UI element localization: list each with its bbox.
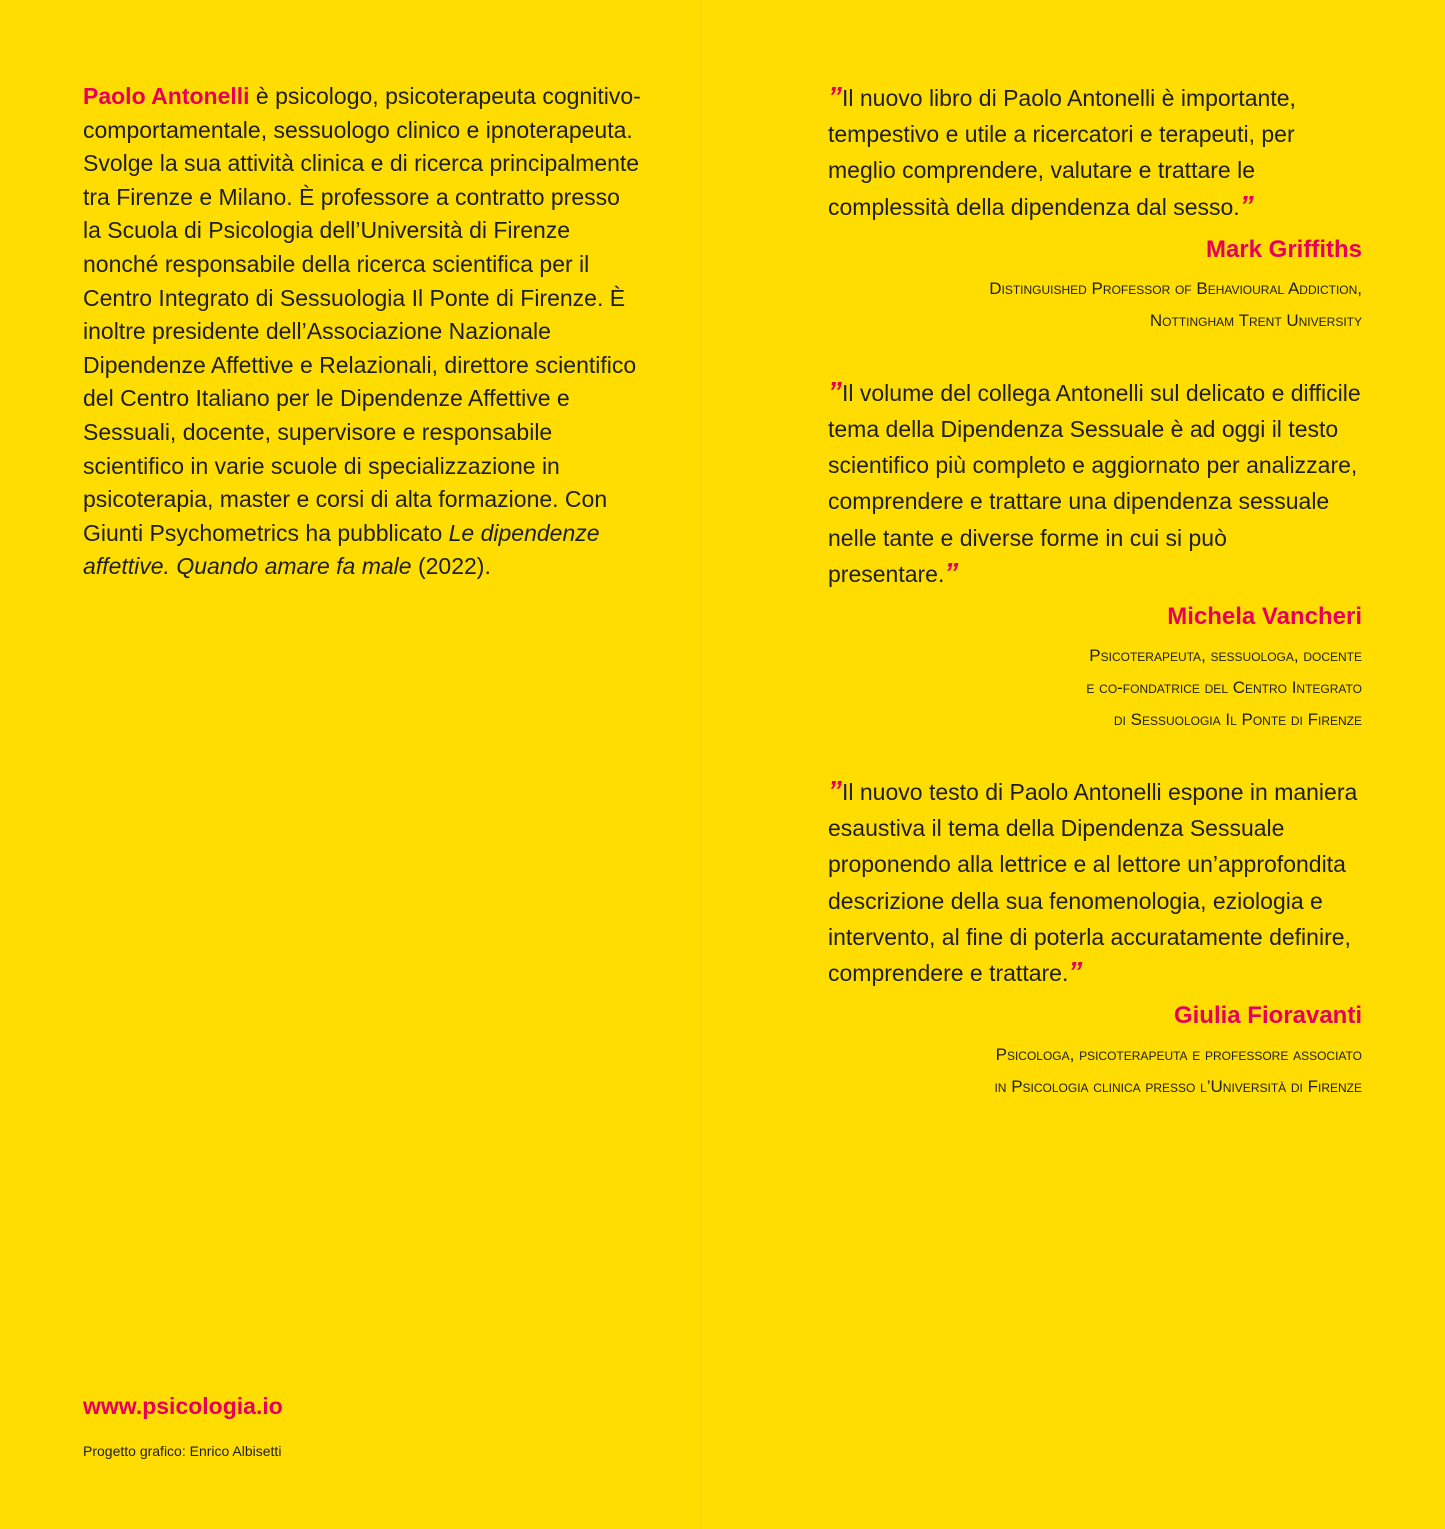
website-link[interactable]: www.psicologia.io — [83, 1393, 283, 1419]
affiliation-line: Psicologa, psicoterapeuta e professore associato — [995, 1045, 1362, 1065]
bio-text: è psicologo, psicoterapeuta cognitivo-comportamentale, sessuologo clinico e ipnoterapeuta. Svolge la sua attività clinica e di ricerca principalmente tra Firenze e Milano. È professore a contratto presso la Scuola di Psicologia dell’Università di Firenze nonché responsabile della ricerca scientifica per il Centro Integrato di Sessuologia Il Ponte di Firenze. È inoltre presidente dell’Associazione Nazionale Dipendenze Affettive e Relazionali, direttore scientifico del Centro Italiano per le Dipendenze Affettive e Sessuali, docente, supervisore e responsabile scientifico in varie scuole di specializzazione in psicoterapia, master e corsi di alta formazione. Con Giunti Psychometrics ha pubblicato — [83, 83, 641, 546]
quote-text: Il nuovo testo di Paolo Antonelli espone in maniera esaustiva il tema della Dipendenza Sessuale proponendo alla lettrice e al lettore un’approfondita descrizione della sua fenomenologia, eziologia e intervento, al fine di poterla accuratamente definire, comprendere e trattare. — [828, 779, 1358, 987]
review-quote — [828, 375, 1362, 592]
close-quote-icon: ” — [944, 556, 959, 588]
review-affiliation — [828, 1039, 1362, 1103]
affiliation-line: Psicoterapeuta, sessuologa, docente — [1089, 646, 1362, 666]
review-author: Michela Vancheri — [1167, 603, 1362, 631]
author-bio-section — [83, 80, 643, 584]
open-quote-icon: ” — [828, 375, 842, 407]
affiliation-line: in Psicologia clinica presso l’Università di Firenze — [994, 1077, 1362, 1097]
review-quote — [828, 774, 1362, 991]
affiliation-line: Nottingham Trent University — [1149, 310, 1362, 330]
affiliation-line: Distinguished Professor of Behavioural Addiction, — [989, 278, 1362, 298]
review-affiliation — [828, 273, 1362, 337]
affiliation-line: di Sessuologia Il Ponte di Firenze — [1113, 710, 1362, 730]
review-griffiths — [828, 80, 1362, 337]
page-fold — [700, 0, 702, 1529]
author-name: Paolo Antonelli — [83, 83, 250, 109]
reviews-section — [828, 80, 1362, 1103]
quote-text: Il nuovo libro di Paolo Antonelli è importante, tempestivo e utile a ricercatori e terapeuti, per meglio comprendere, valutare e trattare le complessità della dipendenza dal sesso. — [828, 85, 1296, 220]
bio-year: (2022). — [411, 553, 491, 580]
review-author: Mark Griffiths — [1205, 235, 1362, 263]
open-quote-icon: ” — [828, 775, 842, 807]
close-quote-icon: ” — [1239, 189, 1254, 221]
author-bio — [83, 80, 643, 584]
review-quote — [828, 80, 1362, 225]
quote-text: Il volume del collega Antonelli sul delicato e difficile tema della Dipendenza Sessuale è ad oggi il testo scientifico più completo e aggiornato per analizzare, comprendere e trattare una dipendenza sessuale nelle tante e diverse forme in cui si può presentare. — [828, 379, 1361, 587]
review-author: Giulia Fioravanti — [1173, 1002, 1362, 1030]
affiliation-line: e co-fondatrice del Centro Integrato — [1086, 678, 1362, 698]
review-affiliation — [828, 640, 1362, 736]
review-vancheri — [828, 375, 1362, 736]
book-title: Le dipendenze affettive. Quando amare fa male — [83, 519, 600, 580]
design-credit: Progetto grafico: Enrico Albisetti — [83, 1443, 282, 1459]
review-fioravanti — [828, 774, 1362, 1103]
close-quote-icon: ” — [1068, 956, 1083, 988]
open-quote-icon: ” — [828, 81, 842, 112]
